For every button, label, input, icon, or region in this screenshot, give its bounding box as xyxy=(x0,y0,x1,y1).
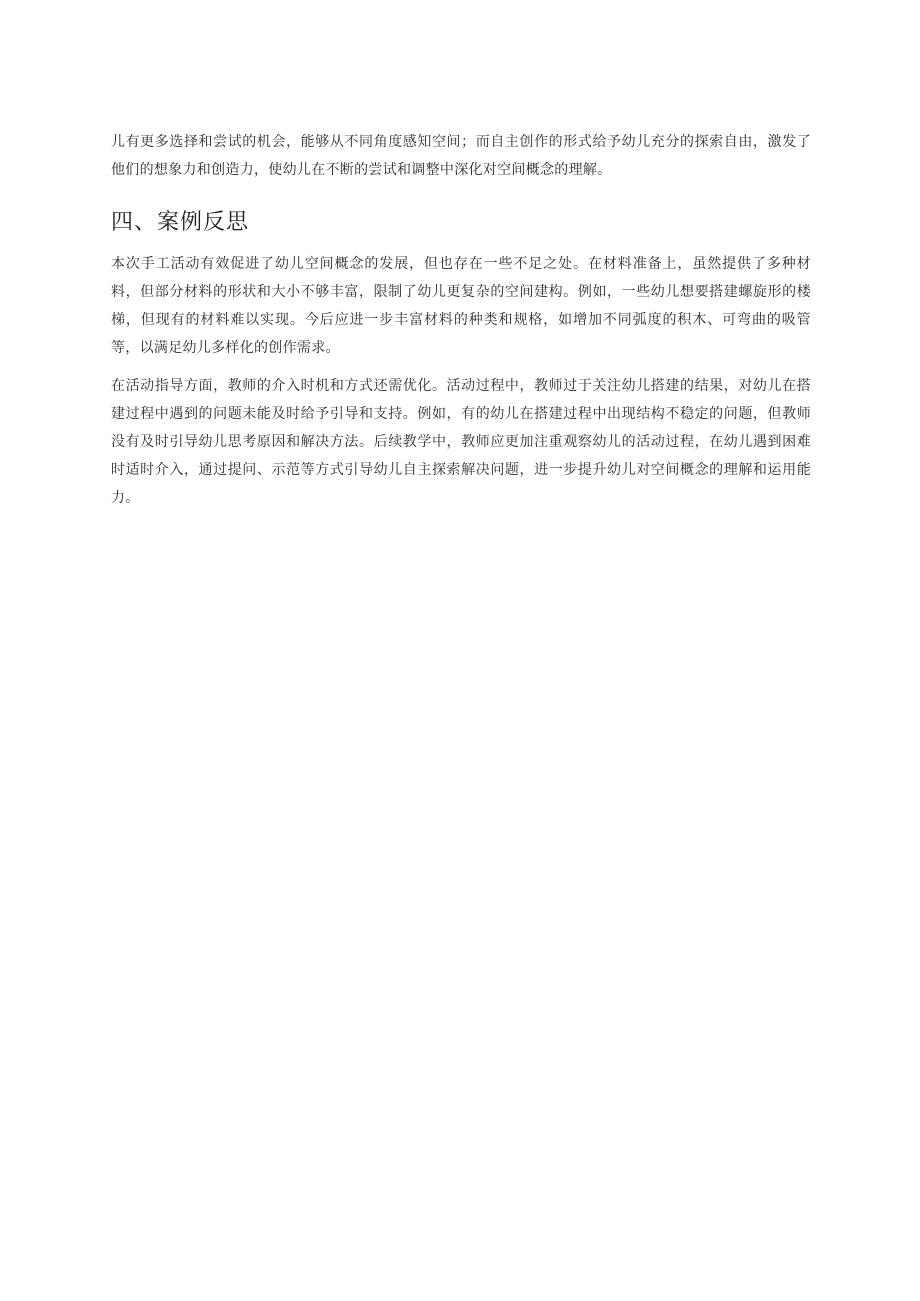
reflection-paragraph-2: 在活动指导方面，教师的介入时机和方式还需优化。活动过程中，教师过于关注幼儿搭建的结果，对幼儿在搭建过程中遇到的问题未能及时给予引导和支持。例如，有的幼儿在搭建过程中出现结构不稳定的问题，但教师没有及时引导幼儿思考原因和解决方法。后续教学中，教师应更加注重观察幼儿的活动过程，在幼儿遇到困难时适时介入，通过提问、示范等方式引导幼儿自主探索解决问题，进一步提升幼儿对空间概念的理解和运用能力。 xyxy=(111,378,811,506)
section-heading: 四、案例反思 xyxy=(111,210,250,235)
document-page xyxy=(111,128,811,512)
intro-paragraph: 儿有更多选择和尝试的机会，能够从不同角度感知空间；而自主创作的形式给予幼儿充分的探索自由，激发了他们的想象力和创造力，使幼儿在不断的尝试和调整中深化对空间概念的理解。 xyxy=(111,134,811,178)
reflection-paragraph-1: 本次手工活动有效促进了幼儿空间概念的发展，但也存在一些不足之处。在材料准备上，虽然提供了多种材料，但部分材料的形状和大小不够丰富，限制了幼儿更复杂的空间建构。例如，一些幼儿想要搭建螺旋形的楼梯，但现有的材料难以实现。今后应进一步丰富材料的种类和规格，如增加不同弧度的积木、可弯曲的吸管等，以满足幼儿多样化的创作需求。 xyxy=(111,256,811,356)
